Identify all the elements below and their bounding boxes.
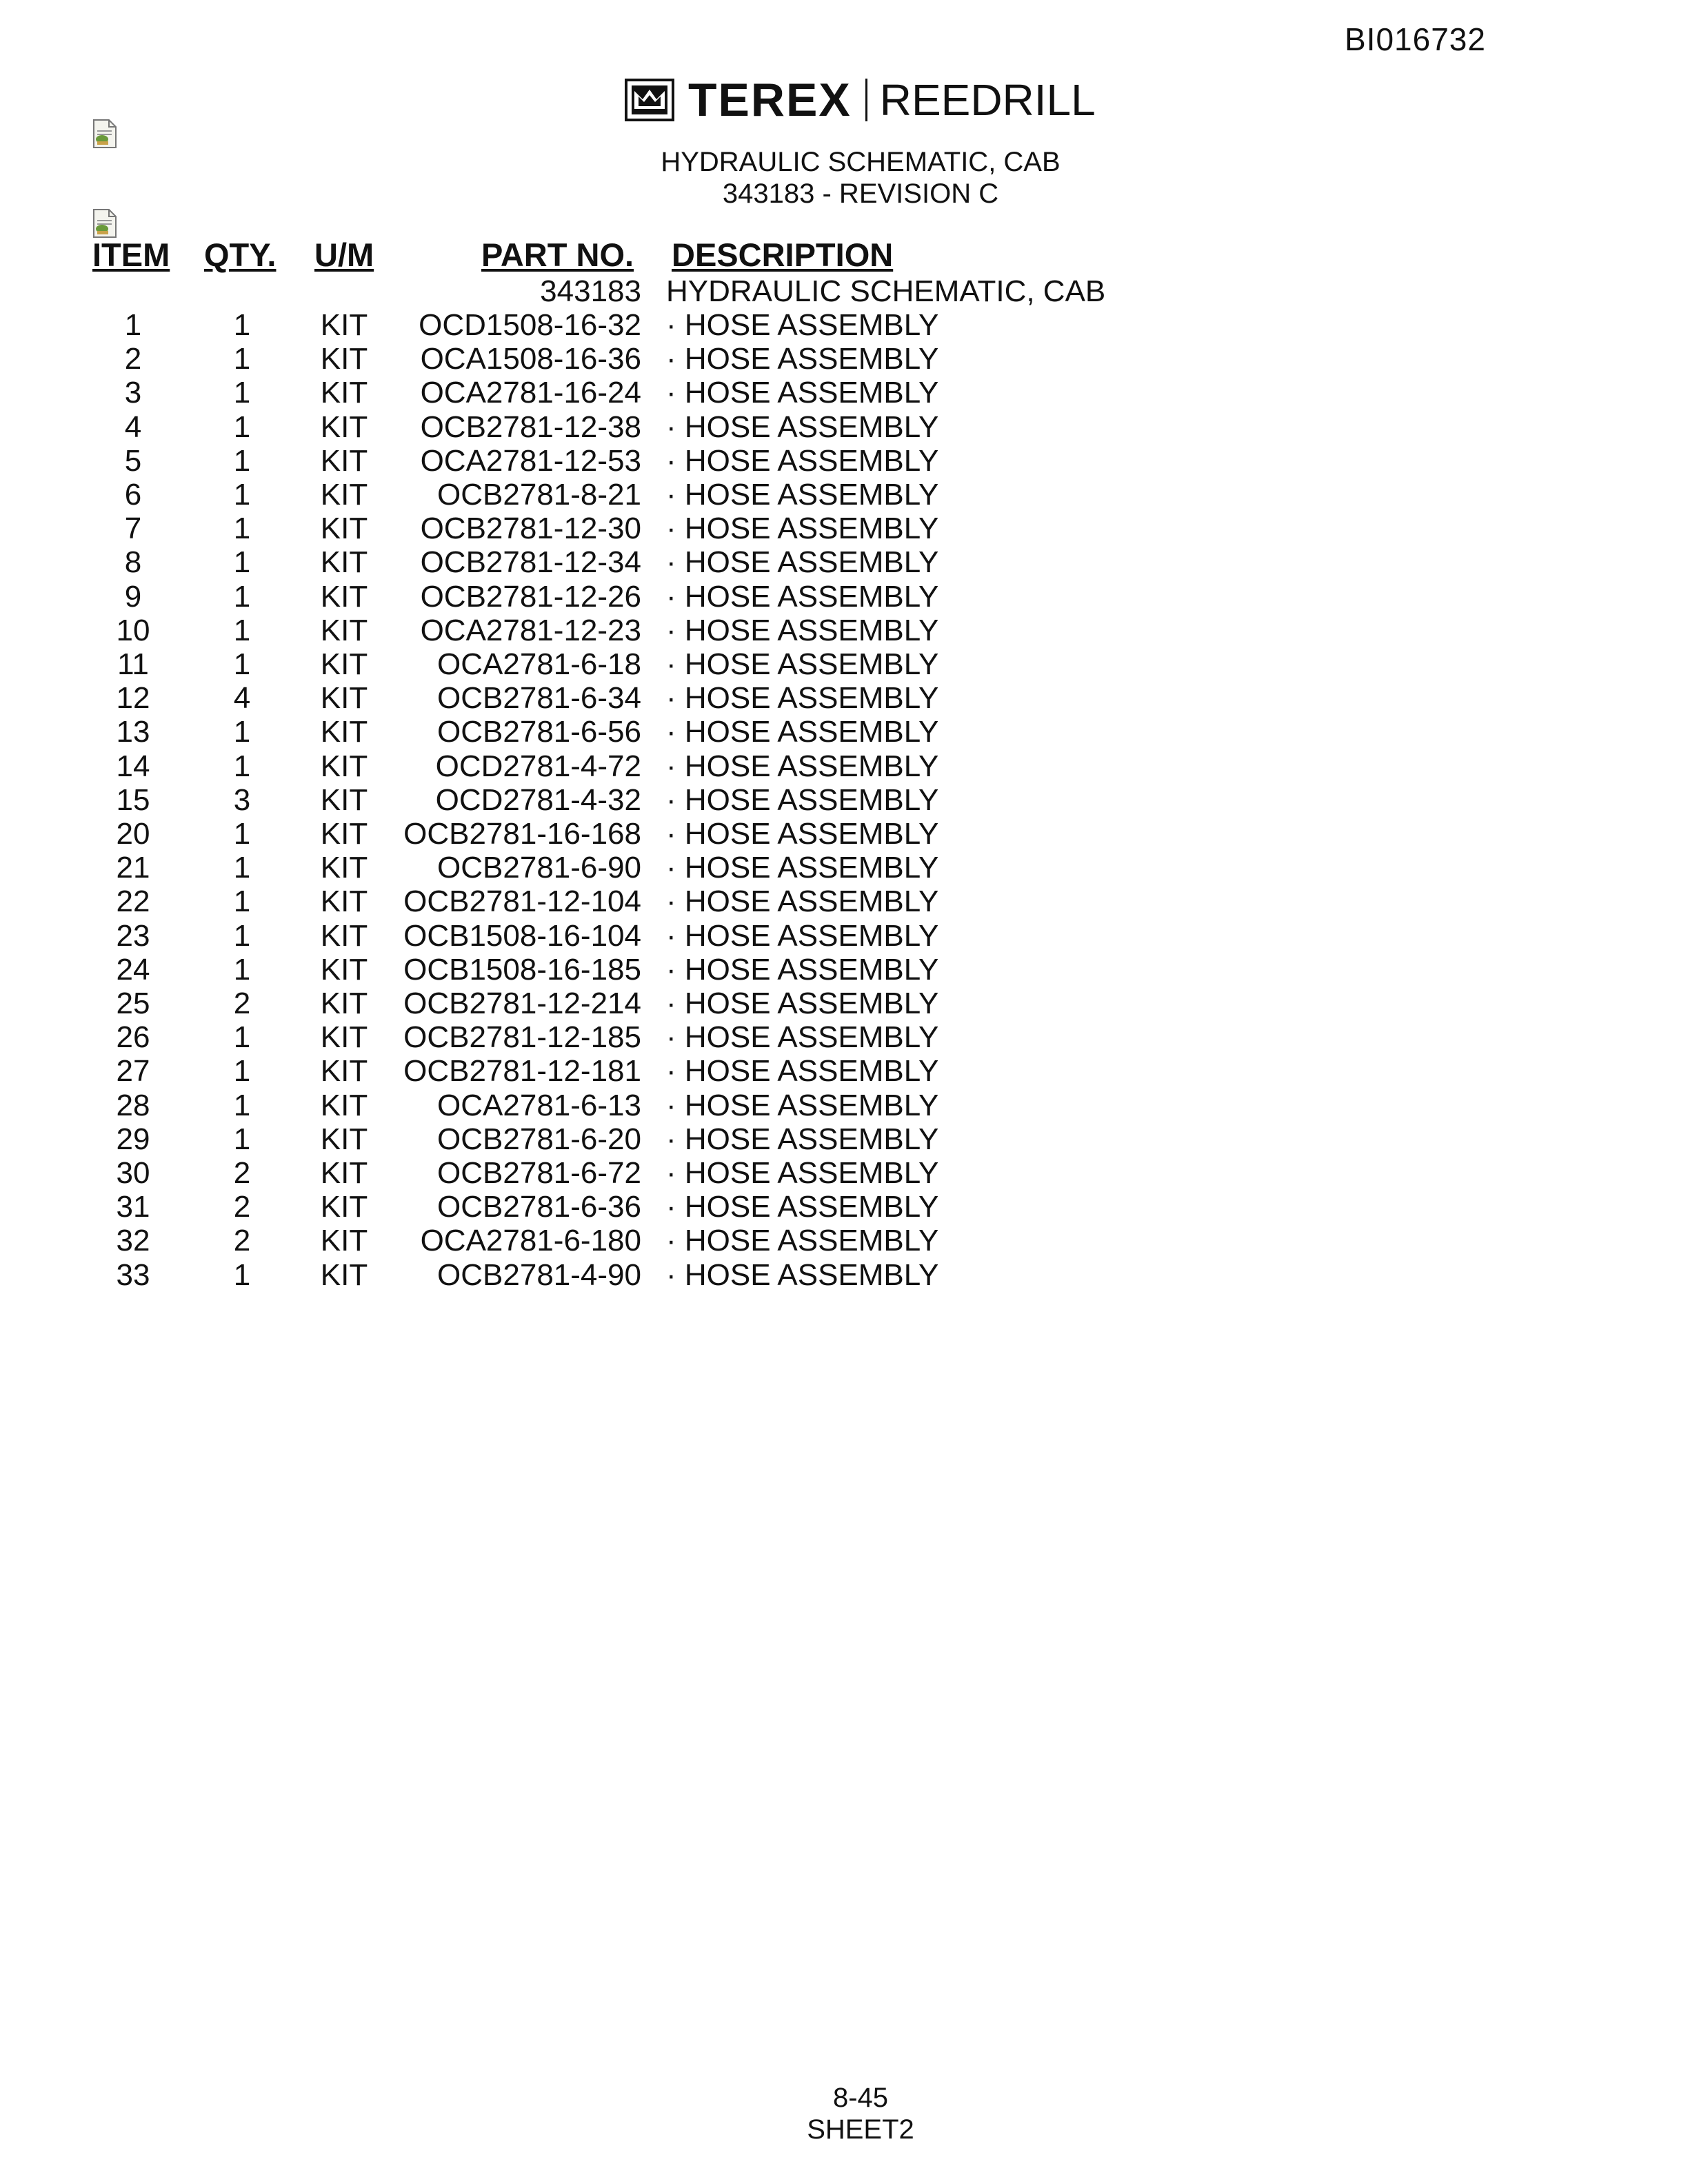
um-cell: KIT — [320, 1257, 368, 1292]
part-no-cell: OCB2781-16-168 — [403, 817, 641, 851]
description-cell: · HOSE ASSEMBLY — [666, 715, 939, 749]
document-icon[interactable] — [91, 208, 119, 239]
header-part-no: PART NO. — [481, 236, 634, 273]
qty-cell: 1 — [233, 443, 251, 478]
part-no-cell: OCB2781-6-56 — [437, 715, 641, 749]
item-cell: 11 — [117, 647, 149, 681]
part-no-cell: OCA2781-16-24 — [420, 376, 641, 410]
qty-cell: 1 — [233, 342, 251, 376]
description-cell: · HOSE ASSEMBLY — [666, 1054, 939, 1089]
item-cell: 23 — [116, 918, 150, 953]
um-cell: KIT — [320, 681, 368, 716]
description-cell: · HOSE ASSEMBLY — [666, 749, 939, 783]
item-cell: 27 — [116, 1054, 150, 1089]
document-icon[interactable] — [91, 119, 119, 149]
item-cell: 3 — [124, 376, 142, 410]
part-no-cell: OCB2781-6-34 — [437, 681, 641, 716]
qty-cell: 1 — [233, 884, 251, 919]
description-cell: · HOSE ASSEMBLY — [666, 1257, 939, 1292]
description-cell: · HOSE ASSEMBLY — [666, 817, 939, 851]
terex-crown-logo-icon — [625, 79, 674, 121]
qty-cell: 1 — [233, 613, 251, 647]
description-cell: · HOSE ASSEMBLY — [666, 952, 939, 987]
part-no-cell: OCB2781-8-21 — [437, 478, 641, 512]
title-line-1: HYDRAULIC SCHEMATIC, CAB — [661, 147, 1061, 177]
um-cell: KIT — [320, 376, 368, 410]
qty-cell: 1 — [233, 817, 251, 851]
um-cell: KIT — [320, 1156, 368, 1190]
header-qty: QTY. — [204, 236, 277, 273]
item-cell: 32 — [116, 1224, 150, 1258]
description-cell: · HOSE ASSEMBLY — [666, 1020, 939, 1055]
um-cell: KIT — [320, 817, 368, 851]
um-cell: KIT — [320, 715, 368, 749]
description-cell: · HOSE ASSEMBLY — [666, 512, 939, 546]
qty-cell: 1 — [233, 1020, 251, 1055]
part-no-cell: OCB2781-12-34 — [420, 545, 641, 580]
description-cell: · HOSE ASSEMBLY — [666, 545, 939, 580]
um-cell: KIT — [320, 952, 368, 987]
item-cell: 26 — [116, 1020, 150, 1055]
part-no-cell: OCB2781-12-104 — [403, 884, 641, 919]
qty-cell: 1 — [233, 512, 251, 546]
item-cell: 20 — [116, 817, 150, 851]
um-cell: KIT — [320, 782, 368, 817]
description-cell: · HOSE ASSEMBLY — [666, 1224, 939, 1258]
page-footer — [0, 2082, 1688, 2145]
part-no-cell: OCA1508-16-36 — [420, 342, 641, 376]
item-cell: 29 — [116, 1122, 150, 1156]
qty-cell: 2 — [233, 1190, 251, 1224]
description-cell: · HOSE ASSEMBLY — [666, 1190, 939, 1224]
um-cell: KIT — [320, 851, 368, 885]
part-no-cell: OCB2781-12-38 — [420, 410, 641, 444]
qty-cell: 1 — [233, 545, 251, 580]
item-cell: 22 — [116, 884, 150, 919]
part-no-cell: OCB2781-12-185 — [403, 1020, 641, 1055]
qty-cell: 2 — [233, 987, 251, 1020]
part-no-cell: OCB1508-16-185 — [403, 952, 641, 987]
um-cell: KIT — [320, 1224, 368, 1258]
um-cell: KIT — [320, 410, 368, 444]
part-no-cell: OCD1508-16-32 — [419, 308, 641, 342]
um-cell: KIT — [320, 545, 368, 580]
um-cell: KIT — [320, 918, 368, 953]
brand-reedrill: REEDRILL — [879, 75, 1096, 125]
description-cell: · HOSE ASSEMBLY — [666, 647, 939, 681]
um-cell: KIT — [320, 1122, 368, 1156]
qty-cell: 1 — [233, 851, 251, 885]
part-no-cell: OCB2781-6-20 — [437, 1122, 641, 1156]
part-no-cell: OCA2781-6-13 — [437, 1088, 641, 1122]
um-cell: KIT — [320, 1020, 368, 1055]
um-cell: KIT — [320, 987, 368, 1020]
item-cell: 24 — [116, 952, 150, 987]
part-no-cell: OCD2781-4-72 — [435, 749, 641, 783]
description-cell: · HOSE ASSEMBLY — [666, 987, 939, 1020]
qty-cell: 1 — [233, 1088, 251, 1122]
um-cell: KIT — [320, 749, 368, 783]
header-description: DESCRIPTION — [672, 236, 894, 273]
um-cell: KIT — [320, 579, 368, 614]
qty-cell: 1 — [233, 376, 251, 410]
description-cell: · HOSE ASSEMBLY — [666, 884, 939, 919]
qty-cell: 3 — [233, 782, 251, 817]
sheet-label: SHEET2 — [807, 2114, 914, 2145]
description-cell: · HOSE ASSEMBLY — [666, 851, 939, 885]
description-cell: · HOSE ASSEMBLY — [666, 376, 939, 410]
qty-cell: 1 — [233, 715, 251, 749]
description-cell: · HOSE ASSEMBLY — [666, 1156, 939, 1190]
part-no-cell: OCA2781-6-18 — [437, 647, 641, 681]
item-cell: 9 — [124, 579, 142, 614]
qty-cell: 1 — [233, 410, 251, 444]
description-cell: HYDRAULIC SCHEMATIC, CAB — [666, 274, 1106, 308]
part-no-cell: 343183 — [540, 274, 641, 308]
part-no-cell: OCB1508-16-104 — [403, 918, 641, 953]
part-no-cell: OCA2781-6-180 — [420, 1224, 641, 1258]
qty-cell: 1 — [233, 1257, 251, 1292]
item-cell: 14 — [116, 749, 150, 783]
um-cell: KIT — [320, 1190, 368, 1224]
part-no-cell: OCD2781-4-32 — [435, 782, 641, 817]
part-no-cell: OCA2781-12-23 — [420, 613, 641, 647]
part-no-cell: OCB2781-12-30 — [420, 512, 641, 546]
description-cell: · HOSE ASSEMBLY — [666, 782, 939, 817]
item-cell: 30 — [116, 1156, 150, 1190]
description-cell: · HOSE ASSEMBLY — [666, 308, 939, 342]
um-cell: KIT — [320, 1088, 368, 1122]
description-cell: · HOSE ASSEMBLY — [666, 1122, 939, 1156]
qty-cell: 4 — [233, 681, 251, 716]
part-no-cell: OCB2781-6-90 — [437, 851, 641, 885]
item-cell: 15 — [116, 782, 150, 817]
document-title — [0, 146, 1688, 210]
part-no-cell: OCB2781-12-26 — [420, 579, 641, 614]
part-no-cell: OCA2781-12-53 — [420, 443, 641, 478]
item-cell: 2 — [124, 342, 142, 376]
header-item: ITEM — [92, 236, 170, 273]
um-cell: KIT — [320, 884, 368, 919]
item-cell: 5 — [124, 443, 142, 478]
title-line-2: 343183 - REVISION C — [722, 179, 999, 209]
document-id: BI016732 — [1345, 21, 1486, 57]
qty-cell: 1 — [233, 647, 251, 681]
item-cell: 10 — [116, 613, 150, 647]
part-no-cell: OCB2781-6-72 — [437, 1156, 641, 1190]
item-cell: 8 — [124, 545, 142, 580]
description-cell: · HOSE ASSEMBLY — [666, 681, 939, 716]
item-cell: 31 — [116, 1190, 150, 1224]
part-no-cell: OCB2781-6-36 — [437, 1190, 641, 1224]
qty-cell: 1 — [233, 478, 251, 512]
item-cell: 12 — [116, 681, 150, 716]
um-cell: KIT — [320, 478, 368, 512]
part-no-cell: OCB2781-12-214 — [403, 987, 641, 1020]
item-cell: 1 — [124, 308, 142, 342]
header-um: U/M — [314, 236, 374, 273]
description-cell: · HOSE ASSEMBLY — [666, 1088, 939, 1122]
qty-cell: 1 — [233, 1122, 251, 1156]
description-cell: · HOSE ASSEMBLY — [666, 410, 939, 444]
description-cell: · HOSE ASSEMBLY — [666, 342, 939, 376]
qty-cell: 1 — [233, 579, 251, 614]
description-cell: · HOSE ASSEMBLY — [666, 613, 939, 647]
um-cell: KIT — [320, 443, 368, 478]
description-cell: · HOSE ASSEMBLY — [666, 918, 939, 953]
qty-cell: 2 — [233, 1156, 251, 1190]
um-cell: KIT — [320, 512, 368, 546]
um-cell: KIT — [320, 1054, 368, 1089]
qty-cell: 2 — [233, 1224, 251, 1258]
um-cell: KIT — [320, 308, 368, 342]
item-cell: 6 — [124, 478, 142, 512]
description-cell: · HOSE ASSEMBLY — [666, 579, 939, 614]
description-cell: · HOSE ASSEMBLY — [666, 478, 939, 512]
page-number: 8-45 — [832, 2083, 889, 2113]
brand-terex: TEREX — [688, 74, 852, 126]
item-cell: 28 — [116, 1088, 150, 1122]
item-cell: 25 — [116, 987, 150, 1020]
qty-cell: 1 — [233, 918, 251, 953]
um-cell: KIT — [320, 342, 368, 376]
um-cell: KIT — [320, 647, 368, 681]
qty-cell: 1 — [233, 952, 251, 987]
qty-cell: 1 — [233, 749, 251, 783]
item-cell: 13 — [116, 715, 150, 749]
brand-logo — [625, 76, 1096, 124]
qty-cell: 1 — [233, 308, 251, 342]
part-no-cell: OCB2781-4-90 — [437, 1257, 641, 1292]
description-cell: · HOSE ASSEMBLY — [666, 443, 939, 478]
item-cell: 21 — [116, 851, 150, 885]
part-no-cell: OCB2781-12-181 — [403, 1054, 641, 1089]
brand-divider — [865, 79, 867, 121]
item-cell: 4 — [124, 410, 142, 444]
qty-cell: 1 — [233, 1054, 251, 1089]
um-cell: KIT — [320, 613, 368, 647]
item-cell: 33 — [116, 1257, 150, 1292]
item-cell: 7 — [124, 512, 142, 546]
